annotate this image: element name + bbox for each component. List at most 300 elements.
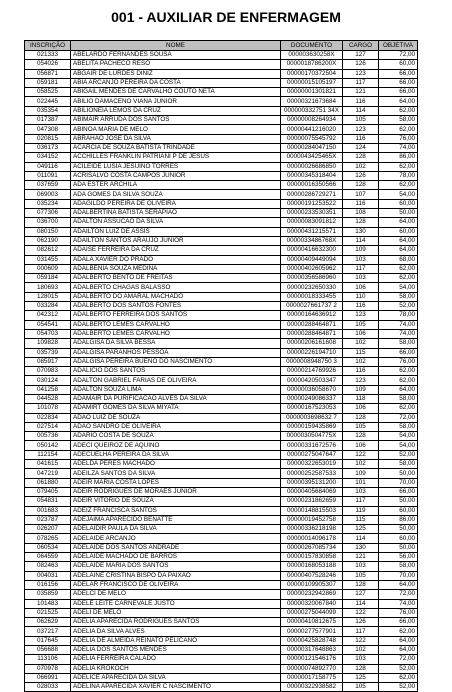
cell-nome: ADEIR MARIA COSTA LOPES xyxy=(71,478,281,487)
table-row xyxy=(25,562,418,571)
cell-objetiva: 62,00 xyxy=(379,274,418,283)
cell-nome: ADAILTON LUIZ DE ASSIS xyxy=(71,227,281,236)
cell-inscricao: 017645 xyxy=(25,636,71,645)
table-row xyxy=(25,181,418,190)
cell-objetiva: 62,00 xyxy=(379,125,418,134)
cell-nome: ABELITA PACHECO RESO xyxy=(71,60,281,69)
cell-inscricao: 011091 xyxy=(25,171,71,180)
cell-cargo: 109 xyxy=(343,385,379,394)
cell-documento: 00000074892770 xyxy=(281,664,343,673)
table-row xyxy=(25,153,418,162)
cell-nome: ADEIR VITORIO DE SOUZA xyxy=(71,497,281,506)
cell-documento: 0000043425465X xyxy=(281,153,343,162)
cell-objetiva: 62,00 xyxy=(379,673,418,682)
table-row xyxy=(25,655,418,664)
cell-objetiva: 58,00 xyxy=(379,562,418,571)
cell-objetiva: 78,00 xyxy=(379,311,418,320)
cell-objetiva: 54,00 xyxy=(379,432,418,441)
table-row xyxy=(25,116,418,125)
cell-cargo: 122 xyxy=(343,450,379,459)
cell-objetiva: 72,00 xyxy=(379,590,418,599)
cell-documento: 00000019452758 xyxy=(281,515,343,524)
cell-nome: ABIA ARCANJO PEREIRA DA COSTA xyxy=(71,78,281,87)
cell-objetiva: 64,00 xyxy=(379,580,418,589)
table-row xyxy=(25,525,418,534)
cell-inscricao: 059181 xyxy=(25,78,71,87)
cell-documento: 00000164636912 xyxy=(281,311,343,320)
cell-objetiva: 74,00 xyxy=(379,143,418,152)
cell-inscricao: 070983 xyxy=(25,367,71,376)
cell-nome: ADAO SANDRO DE OLIVEIRA xyxy=(71,422,281,431)
cell-inscricao: 082463 xyxy=(25,562,71,571)
cell-documento: 00000441216020 xyxy=(281,125,343,134)
table-row xyxy=(25,543,418,552)
cell-nome: ABILIONEIA LEMOS DA CRUZ xyxy=(71,106,281,115)
cell-objetiva: 78,00 xyxy=(379,171,418,180)
cell-inscricao: 033284 xyxy=(25,302,71,311)
table-row xyxy=(25,497,418,506)
cell-inscricao: 054703 xyxy=(25,329,71,338)
cell-documento: 00000402605962 xyxy=(281,264,343,273)
cell-nome: ABELARDO FERNANDES SOUSA xyxy=(71,51,281,60)
table-row xyxy=(25,97,418,106)
table-row xyxy=(25,88,418,97)
cell-objetiva: 62,00 xyxy=(379,627,418,636)
cell-cargo: 105 xyxy=(343,571,379,580)
table-row xyxy=(25,143,418,152)
table-row xyxy=(25,534,418,543)
cell-cargo: 106 xyxy=(343,329,379,338)
cell-objetiva: 58,00 xyxy=(379,116,418,125)
cell-inscricao: 036700 xyxy=(25,218,71,227)
table-row xyxy=(25,506,418,515)
cell-documento: 00000395131200 xyxy=(281,478,343,487)
cell-objetiva: 70,00 xyxy=(379,571,418,580)
table-row xyxy=(25,274,418,283)
table-row xyxy=(25,255,418,264)
cell-nome: ADAMIRT GOMES DA SILVA MIYATA xyxy=(71,404,281,413)
cell-inscricao: 031455 xyxy=(25,255,71,264)
cell-nome: ADA ESTER ARCHILA xyxy=(71,181,281,190)
cell-objetiva: 64,00 xyxy=(379,646,418,655)
cell-objetiva: 64,00 xyxy=(379,636,418,645)
cell-nome: ADALBERTO LEMES CARVALHO xyxy=(71,320,281,329)
cell-objetiva: 70,00 xyxy=(379,478,418,487)
cell-cargo: 105 xyxy=(343,683,379,692)
cell-inscricao: 017387 xyxy=(25,116,71,125)
cell-cargo: 130 xyxy=(343,543,379,552)
cell-cargo: 103 xyxy=(343,562,379,571)
cell-nome: ADALGISA DA SILVA BESSA xyxy=(71,339,281,348)
table-row xyxy=(25,218,418,227)
cell-objetiva: 64,00 xyxy=(379,218,418,227)
cell-inscricao: 041615 xyxy=(25,460,71,469)
cell-cargo: 109 xyxy=(343,246,379,255)
header-nome: NOME xyxy=(71,41,281,51)
cell-documento: 00000168053188 xyxy=(281,562,343,571)
table-row xyxy=(25,106,418,115)
table-row xyxy=(25,246,418,255)
cell-objetiva: 52,00 xyxy=(379,450,418,459)
cell-nome: ADELAINE CRISTINA BISPO DA PAIXAO xyxy=(71,571,281,580)
cell-documento: 00000431215571 xyxy=(281,227,343,236)
cell-nome: ABILIO DAMACENO VIANA JUNIOR xyxy=(71,97,281,106)
cell-cargo: 128 xyxy=(343,181,379,190)
cell-documento: 00000014096178 xyxy=(281,534,343,543)
cell-nome: ADALBENIA SOUZA MEDINA xyxy=(71,264,281,273)
cell-cargo: 116 xyxy=(343,367,379,376)
cell-nome: ABRAHAO JOSE DA SILVA xyxy=(71,134,281,143)
cell-inscricao: 079405 xyxy=(25,487,71,496)
candidate-table-container xyxy=(24,40,417,692)
cell-documento: 00000191253522 xyxy=(281,199,343,208)
cell-objetiva: 64,00 xyxy=(379,97,418,106)
table-row xyxy=(25,441,418,450)
cell-nome: ADALBERTO DO AMARAL MACHADO xyxy=(71,292,281,301)
cell-nome: ADELICE APARECIDA DA SILVA xyxy=(71,673,281,682)
cell-nome: ADELE LEITE CARNEVALE JUSTO xyxy=(71,599,281,608)
cell-cargo: 125 xyxy=(343,673,379,682)
cell-inscricao: 034152 xyxy=(25,153,71,162)
cell-objetiva: 50,00 xyxy=(379,469,418,478)
cell-objetiva: 64,00 xyxy=(379,236,418,245)
cell-documento: 00000232942869 xyxy=(281,590,343,599)
cell-inscricao: 022834 xyxy=(25,413,71,422)
cell-cargo: 117 xyxy=(343,627,379,636)
cell-cargo: 121 xyxy=(343,553,379,562)
cell-inscricao: 004031 xyxy=(25,571,71,580)
cell-nome: ADEILZA SANTOS DA SILVA xyxy=(71,469,281,478)
cell-objetiva: 54,00 xyxy=(379,190,418,199)
cell-nome: ADELINA APARECIDA XAVIER C NASCIMENTO xyxy=(71,683,281,692)
cell-documento: 00000288464871 xyxy=(281,329,343,338)
table-row xyxy=(25,618,418,627)
cell-inscricao: 062629 xyxy=(25,618,71,627)
cell-documento: 00000409449094 xyxy=(281,255,343,264)
cell-cargo: 115 xyxy=(343,515,379,524)
cell-nome: ADELAIDE MARIA DOS SANTOS xyxy=(71,562,281,571)
cell-inscricao: 037217 xyxy=(25,627,71,636)
cell-objetiva: 58,00 xyxy=(379,422,418,431)
table-row xyxy=(25,171,418,180)
cell-cargo: 128 xyxy=(343,218,379,227)
cell-documento: 00000331672576 xyxy=(281,441,343,450)
cell-cargo: 114 xyxy=(343,599,379,608)
cell-inscricao: 101483 xyxy=(25,599,71,608)
cell-cargo: 107 xyxy=(343,190,379,199)
cell-objetiva: 76,00 xyxy=(379,134,418,143)
cell-objetiva: 74,00 xyxy=(379,599,418,608)
table-row xyxy=(25,590,418,599)
table-row xyxy=(25,51,418,60)
table-row xyxy=(25,357,418,366)
cell-cargo: 122 xyxy=(343,608,379,617)
cell-cargo: 117 xyxy=(343,78,379,87)
table-row xyxy=(25,283,418,292)
table-row xyxy=(25,553,418,562)
cell-documento: 0000030504775X xyxy=(281,432,343,441)
cell-inscricao: 109828 xyxy=(25,339,71,348)
cell-nome: ADALBERTO CHAGAS BALASSO xyxy=(71,283,281,292)
cell-cargo: 106 xyxy=(343,283,379,292)
cell-documento: 00000321673684 xyxy=(281,97,343,106)
cell-objetiva: 86,00 xyxy=(379,515,418,524)
cell-documento: 00000036058670 xyxy=(281,385,343,394)
cell-documento: 00000018333455 xyxy=(281,292,343,301)
cell-inscricao: 035859 xyxy=(25,590,71,599)
cell-objetiva: 76,00 xyxy=(379,608,418,617)
cell-nome: ADELIA KROKOCH xyxy=(71,664,281,673)
cell-inscricao: 062190 xyxy=(25,236,71,245)
cell-inscricao: 064559 xyxy=(25,553,71,562)
cell-nome: ADALBERTO LEMES CARVALHO xyxy=(71,329,281,338)
cell-nome: ADEIR RODRIGUES DE MORAES JUNIOR xyxy=(71,487,281,496)
cell-cargo: 101 xyxy=(343,478,379,487)
cell-documento: 00000001301821 xyxy=(281,88,343,97)
cell-objetiva: 50,00 xyxy=(379,209,418,218)
cell-objetiva: 56,00 xyxy=(379,553,418,562)
table-row xyxy=(25,190,418,199)
cell-documento: 00000405684069 xyxy=(281,487,343,496)
cell-objetiva: 52,00 xyxy=(379,664,418,673)
cell-inscricao: 082612 xyxy=(25,246,71,255)
table-row xyxy=(25,571,418,580)
header-cargo: CARGO xyxy=(343,41,379,51)
table-row xyxy=(25,487,418,496)
cell-cargo: 110 xyxy=(343,292,379,301)
cell-documento: 00000121546176 xyxy=(281,655,343,664)
cell-documento: 00000016350566 xyxy=(281,181,343,190)
table-row xyxy=(25,580,418,589)
cell-inscricao: 085917 xyxy=(25,357,71,366)
cell-objetiva: 62,00 xyxy=(379,162,418,171)
cell-inscricao: 035739 xyxy=(25,348,71,357)
cell-documento: 00000277577901 xyxy=(281,627,343,636)
cell-inscricao: 112154 xyxy=(25,450,71,459)
cell-cargo: 123 xyxy=(343,311,379,320)
cell-documento: 00000275047647 xyxy=(281,450,343,459)
cell-cargo: 127 xyxy=(343,51,379,60)
cell-objetiva: 54,00 xyxy=(379,283,418,292)
cell-documento: 0000003698632 7 xyxy=(281,413,343,422)
cell-documento: 00000317648863 xyxy=(281,646,343,655)
cell-inscricao: 005736 xyxy=(25,432,71,441)
cell-nome: ADAO LUIZ DE SOUZA xyxy=(71,413,281,422)
cell-nome: ABIGAIL MENDES DE CARVALHO COUTO NETA xyxy=(71,88,281,97)
cell-nome: ADELIA DA SILVA ALVES xyxy=(71,627,281,636)
table-row xyxy=(25,413,418,422)
cell-inscricao: 078265 xyxy=(25,534,71,543)
cell-documento: 000000332751 34X xyxy=(281,106,343,115)
cell-nome: ADALBERTO DOS SANTOS FONTES xyxy=(71,302,281,311)
cell-objetiva: 50,00 xyxy=(379,525,418,534)
cell-objetiva: 58,00 xyxy=(379,394,418,403)
cell-nome: ADECI QUEIROZ DE AQUINO xyxy=(71,441,281,450)
cell-nome: ADELIA DOS SANTOS MENDES xyxy=(71,646,281,655)
cell-documento: 000003630258X xyxy=(281,51,343,60)
table-row xyxy=(25,636,418,645)
cell-documento: 00000275044099 xyxy=(281,608,343,617)
page-title: 001 - AUXILIAR DE ENFERMAGEM xyxy=(111,9,341,25)
table-row xyxy=(25,385,418,394)
cell-inscricao: 044528 xyxy=(25,394,71,403)
table-row xyxy=(25,478,418,487)
cell-documento: 00000410812675 xyxy=(281,618,343,627)
cell-cargo: 105 xyxy=(343,320,379,329)
cell-documento: 00000231862659 xyxy=(281,497,343,506)
table-row xyxy=(25,404,418,413)
cell-documento: 00000420503347 xyxy=(281,376,343,385)
cell-cargo: 103 xyxy=(343,487,379,496)
table-row xyxy=(25,339,418,348)
cell-objetiva: 60,00 xyxy=(379,506,418,515)
cell-objetiva: 58,00 xyxy=(379,339,418,348)
cell-documento: 00000232650330 xyxy=(281,283,343,292)
cell-inscricao: 001683 xyxy=(25,506,71,515)
cell-inscricao: 180693 xyxy=(25,283,71,292)
cell-documento: 00000249086337 xyxy=(281,394,343,403)
cell-inscricao: 069003 xyxy=(25,190,71,199)
cell-cargo: 121 xyxy=(343,88,379,97)
table-row xyxy=(25,515,418,524)
cell-documento: 00000284047150 xyxy=(281,143,343,152)
cell-cargo: 127 xyxy=(343,590,379,599)
cell-inscricao: 066991 xyxy=(25,673,71,682)
cell-nome: ABIMAIR ARRUDA DOS SANTOS xyxy=(71,116,281,125)
cell-nome: ADELI DE MELO xyxy=(71,608,281,617)
table-row xyxy=(25,450,418,459)
cell-nome: ABGAIR DE LURDES DINIZ xyxy=(71,69,281,78)
cell-documento: 00000008264934 xyxy=(281,116,343,125)
table-row xyxy=(25,367,418,376)
cell-inscricao: 016156 xyxy=(25,580,71,589)
cell-inscricao: 101078 xyxy=(25,404,71,413)
cell-documento: 00000159435869 xyxy=(281,422,343,431)
cell-cargo: 116 xyxy=(343,199,379,208)
cell-cargo: 105 xyxy=(343,422,379,431)
header-inscricao: INSCRIÇÃO xyxy=(25,41,71,51)
cell-cargo: 102 xyxy=(343,357,379,366)
cell-objetiva: 86,00 xyxy=(379,153,418,162)
cell-cargo: 128 xyxy=(343,580,379,589)
cell-documento: 00000075545792 xyxy=(281,134,343,143)
cell-cargo: 126 xyxy=(343,60,379,69)
table-row xyxy=(25,125,418,134)
cell-inscricao: 000609 xyxy=(25,264,71,273)
cell-inscricao: 037659 xyxy=(25,181,71,190)
table-row xyxy=(25,227,418,236)
cell-inscricao: 021333 xyxy=(25,51,71,60)
cell-cargo: 128 xyxy=(343,153,379,162)
cell-cargo: 108 xyxy=(343,209,379,218)
table-row xyxy=(25,683,418,692)
cell-documento: 00000267085734 xyxy=(281,543,343,552)
cell-cargo: 106 xyxy=(343,441,379,450)
cell-objetiva: 66,00 xyxy=(379,618,418,627)
cell-nome: ADALTON SOUZA LIMA xyxy=(71,385,281,394)
table-header-row xyxy=(25,41,418,51)
cell-documento: 00000017158775 xyxy=(281,673,343,682)
cell-cargo: 105 xyxy=(343,116,379,125)
cell-objetiva: 50,00 xyxy=(379,543,418,552)
cell-objetiva: 66,00 xyxy=(379,78,418,87)
cell-inscricao: 128015 xyxy=(25,292,71,301)
candidate-table xyxy=(24,40,418,692)
cell-nome: ADARIO COSTA DE SOUZA xyxy=(71,432,281,441)
cell-cargo: 123 xyxy=(343,376,379,385)
cell-objetiva: 54,00 xyxy=(379,441,418,450)
cell-documento: 00000109905307 xyxy=(281,580,343,589)
cell-nome: ADELAIDE MACHADO DE BARROS xyxy=(71,553,281,562)
cell-nome: ACILEIDE LUSIA JESUINO TORRES xyxy=(71,162,281,171)
cell-nome: ACRISALVO COSTA CAMPOS JUNIOR xyxy=(71,171,281,180)
cell-inscricao: 061880 xyxy=(25,478,71,487)
cell-cargo: 116 xyxy=(343,97,379,106)
cell-objetiva: 62,00 xyxy=(379,367,418,376)
cell-nome: ADELIA DE ALMEIDA REINATO PELICANO xyxy=(71,636,281,645)
cell-objetiva: 50,00 xyxy=(379,497,418,506)
table-row xyxy=(25,394,418,403)
cell-cargo: 114 xyxy=(343,106,379,115)
cell-objetiva: 64,00 xyxy=(379,246,418,255)
cell-objetiva: 66,00 xyxy=(379,487,418,496)
cell-objetiva: 72,00 xyxy=(379,413,418,422)
cell-objetiva: 76,00 xyxy=(379,357,418,366)
cell-nome: ADEJAIMA APARECIDO BENATTE xyxy=(71,515,281,524)
cell-cargo: 126 xyxy=(343,171,379,180)
table-row xyxy=(25,264,418,273)
cell-cargo: 102 xyxy=(343,460,379,469)
cell-cargo: 128 xyxy=(343,432,379,441)
cell-documento: 00000356586960 xyxy=(281,274,343,283)
cell-nome: ACARCIA DE SOUZA BATISTA TRINDADE xyxy=(71,143,281,152)
table-row xyxy=(25,460,418,469)
cell-cargo: 102 xyxy=(343,339,379,348)
table-row xyxy=(25,199,418,208)
cell-nome: ADALBERTO FERREIRA DOS SANTOS xyxy=(71,311,281,320)
cell-inscricao: 070978 xyxy=(25,664,71,673)
cell-objetiva: 62,00 xyxy=(379,264,418,273)
cell-documento: 00000015105197 xyxy=(281,78,343,87)
cell-nome: ADAILTON SANTOS ARAUJO JUNIOR xyxy=(71,236,281,245)
cell-cargo: 114 xyxy=(343,534,379,543)
cell-inscricao: 026207 xyxy=(25,525,71,534)
table-row xyxy=(25,236,418,245)
cell-documento: 00000206161608 xyxy=(281,339,343,348)
table-row xyxy=(25,376,418,385)
cell-documento: 0000027661737 2 xyxy=(281,302,343,311)
cell-inscricao: 058525 xyxy=(25,88,71,97)
cell-documento: 0000008948750 3 xyxy=(281,357,343,366)
cell-cargo: 116 xyxy=(343,302,379,311)
cell-inscricao: 021525 xyxy=(25,608,71,617)
cell-nome: ADALGISA PARANHOS PESSOA xyxy=(71,348,281,357)
cell-nome: ADELAIDE DOS SANTOS ANDRADE xyxy=(71,543,281,552)
cell-objetiva: 62,00 xyxy=(379,106,418,115)
cell-documento: 00000226194710 xyxy=(281,348,343,357)
cell-inscricao: 047308 xyxy=(25,125,71,134)
cell-cargo: 122 xyxy=(343,636,379,645)
cell-objetiva: 62,00 xyxy=(379,181,418,190)
cell-inscricao: 077306 xyxy=(25,209,71,218)
cell-objetiva: 72,00 xyxy=(379,655,418,664)
cell-documento: 00000233530351 xyxy=(281,209,343,218)
cell-objetiva: 64,00 xyxy=(379,385,418,394)
cell-nome: ADALA XAVIER DO PRADO xyxy=(71,255,281,264)
cell-nome: ABINOA MARIA DE MELO xyxy=(71,125,281,134)
header-documento: DOCUMENTO xyxy=(281,41,343,51)
cell-inscricao: 050142 xyxy=(25,441,71,450)
